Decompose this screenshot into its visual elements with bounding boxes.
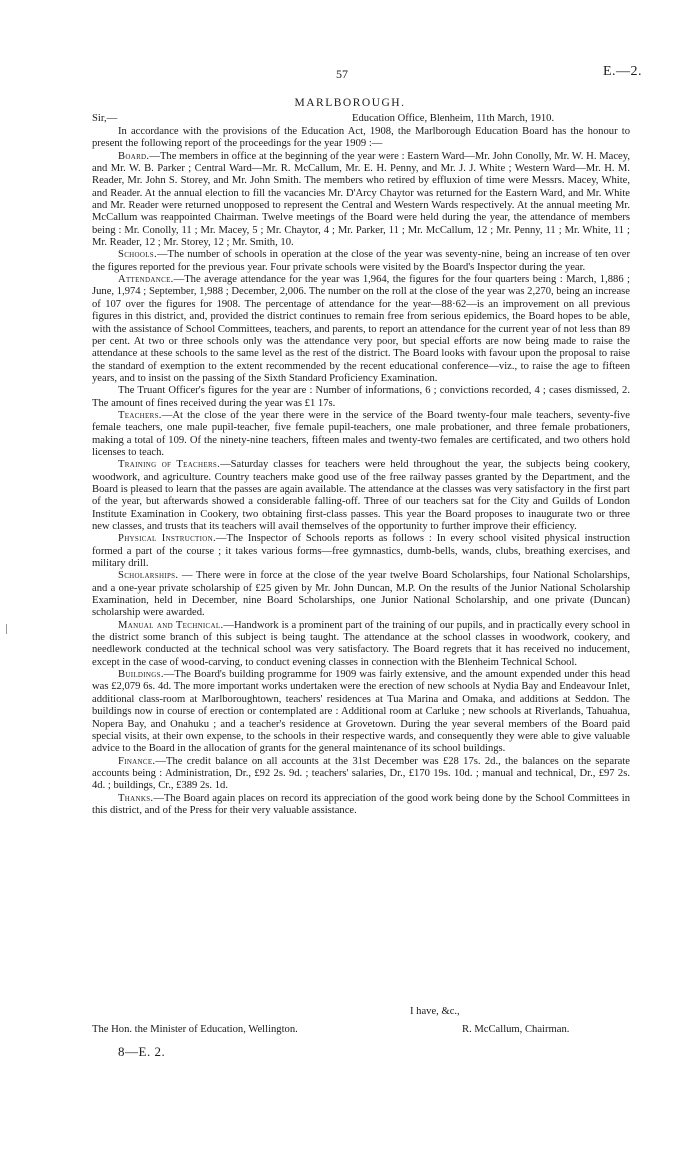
paragraph-heading: Physical Instruction. <box>118 533 216 545</box>
paragraph-manual-and-technical <box>92 620 630 669</box>
closing-line: I have, &c., <box>410 1006 460 1017</box>
addressee: The Hon. the Minister of Education, Wellington. <box>92 1024 298 1035</box>
paragraph-physical-instruction <box>92 533 630 570</box>
paragraph-heading: Schools. <box>118 249 157 261</box>
dateline: Education Office, Blenheim, 11th March, 1910. <box>352 113 555 124</box>
document-reference: E.—2. <box>602 64 642 79</box>
paragraph-text: —At the close of the year there were in the service of the Board twenty-four male teachers, seventy-five female teachers, one male pupil-teacher, five female pupil-teachers, one male probationer, and three female probationers, making a total of 109. Of the ninety-nine teachers, fifteen males and twenty-two females are certificated, and two others hold licenses to teach. <box>92 409 630 458</box>
report-body <box>92 126 630 817</box>
paragraph-buildings <box>92 669 630 755</box>
paragraph-heading: Manual and Technical. <box>118 619 224 631</box>
paragraph-truant-officer <box>92 385 630 410</box>
page-number: 57 <box>336 67 348 81</box>
paragraph-text: —The members in office at the beginning of the year were : Eastern Ward—Mr. John Conolly, Mr. W. H. Macey, and Mr. W. B. Parker ; Central Ward—Mr. R. McCallum, Mr. E. H. Penny, and Mr. J. J. White ; Western Ward—Mr. H. M. Reader, Mr. John S. Storey, and Mr. John Smith. The members who retired by effluxion of time were Messrs. Macey, White, and Reader. At the annual election to fill the vacancies Mr. D'Arcy Chaytor was returned for the Eastern Ward, and Mr. White and Mr. Reader were returned unopposed to represent the Central and Western Wards respectively. At the annual meeting Mr. McCallum was reappointed Chairman. Twelve meetings of the Board were held during the year, the attendance of members being : Mr. Conolly, 11 ; Mr. Macey, 5 ; Mr. Chaytor, 4 ; Mr. Parker, 11 ; Mr. McCallum, 12 ; Mr. Penny, 11 ; Mr. White, 11 ; Mr. Reader, 12 ; Mr. Storey, 12 ; Mr. Smith, 10. <box>92 150 630 249</box>
paragraph-heading: Teachers. <box>118 409 162 421</box>
paragraph-text: In accordance with the provisions of the Education Act, 1908, the Marlborough Education Board has the honour to present the following report of the proceedings for the year 1909 :— <box>92 126 630 150</box>
paragraph-text: —The Inspector of Schools reports as follows : In every school visited physical instruction formed a part of the course ; it takes various forms—free gymnastics, dumb-bells, wands, clubs, breathing exercises, and military drill. <box>92 533 630 570</box>
report-title: MARLBOROUGH. <box>294 97 406 109</box>
signature: R. McCallum, Chairman. <box>462 1024 570 1035</box>
paragraph-text: —Saturday classes for teachers were held throughout the year, the subjects being cookery, woodwork, and agriculture. Country teachers make good use of the free railway passes granted by the Department, and the Board is pleased to learn that the passes are again available. The attendance at the classes was very satisfactory in the first part of the year, but afterwards showed a considerable falling-off. Three of our teachers sat for the City and Guilds of London Institute Examination in Cookery, two obtaining first-class passes. This year the Board proposes to inaugurate two or three new classes, and trusts that its teachers will avail themselves of the opportunity to further improve their efficiency. <box>92 459 630 532</box>
paragraph-heading: Buildings. <box>118 669 164 681</box>
footer-signature-mark: 8—E. 2. <box>118 1044 166 1059</box>
paragraph-text: —The Board's building programme for 1909 was fairly extensive, and the amount expended under this head was £2,079 6s. 4d. The more important works undertaken were the erection of new schools at Nydia Bay and Endeavour Inlet, additional class-room at Marlboroughtown, teachers' residences at Tua Marina and Omaka, and additions at Seddon. The buildings now in course of erection or contemplated are : Additional room at Carluke ; new schools at Riverlands, Tahuahua, Nopera Bay, and Onahuku ; and a teacher's residence at Grovetown. During the year several members of the Board paid special visits, at their own expense, to the schools in their respective wards, and consequently they were able to give valuable advice to the Board in the allocation of grants for the general maintenance of its school buildings. <box>92 669 630 755</box>
paragraph-text: —The Board again places on record its appreciation of the good work being done by the School Committees in this district, and of the Press for their very valuable assistance. <box>92 792 630 816</box>
margin-mark <box>6 624 7 634</box>
paragraph-board <box>92 151 630 250</box>
paragraph-text: — There were in force at the close of the year twelve Board Scholarships, four National Scholarships, and a one-year private scholarship of £25 given by Mr. John Duncan, M.P. On the results of the Junior National Scholarship Examination, held in December, nine Board Scholarships, one Junior National Scholarship, and one private (Duncan) scholarship were awarded. <box>92 570 630 619</box>
paragraph-text: —The credit balance on all accounts at the 31st December was £28 17s. 2d., the balances on the separate accounts being : Administration, Dr., £92 2s. 9d. ; teachers' salaries, Dr., £170 19s. 10d. ; manual and technical, Dr., £97 2s. 4d. ; buildings, Cr., £389 2s. 1d. <box>92 755 630 792</box>
paragraph-thanks <box>92 793 630 818</box>
paragraph-heading: Finance. <box>118 755 156 767</box>
paragraph-heading: Attendance. <box>118 274 174 286</box>
paragraph-text: —The average attendance for the year was 1,964, the figures for the four quarters being : March, 1,886 ; June, 1,974 ; September, 1,988 ; December, 2,006. The number on the roll at the close of the year was 2,270, being an increase of 107 over the figures for 1908. The percentage of attendance for the year—88·62—is an improvement on all previous figures in this district, and, provided the district continues to remain free from serious epidemics, the Board hopes to be able, with the assistance of School Committees, teachers, and parents, to report an attendance for the current year of not less than 89 per cent. At two or three schools only was the attendance very poor, but special efforts are now being made to raise the attendance at these schools to the same level as the rest of the district. The Board looks with favour upon the proposal to raise the standard of exemption to the extent recommended by the recent educational conference—viz., to raise the age to fifteen years, and to insist on the passing of the Sixth Standard Proficiency Examination. <box>92 274 630 384</box>
paragraph-intro <box>92 126 630 151</box>
paragraph-heading: Thanks. <box>118 792 154 804</box>
paragraph-text: —Handwork is a prominent part of the training of our pupils, and in practically every school in the district some branch of this subject is being taught. The attendance at the school classes in woodwork, cookery, and needlework conducted at the technical school was very satisfactory. The Board regrets that it has received no inducement, except in the case of wood-carving, to conduct evening classes in connection with the Blenheim Technical School. <box>92 619 630 668</box>
paragraph-teachers <box>92 410 630 459</box>
paragraph-finance <box>92 756 630 793</box>
paragraph-heading: Training of Teachers. <box>118 459 221 471</box>
salutation: Sir,— <box>92 113 118 124</box>
paragraph-schools <box>92 249 630 274</box>
paragraph-text: The Truant Officer's figures for the year are : Number of informations, 6 ; convictions recorded, 4 ; cases dismissed, 2. The amount of fines received during the year was £1 17s. <box>92 385 630 409</box>
paragraph-attendance <box>92 274 630 385</box>
paragraph-text: —The number of schools in operation at the close of the year was seventy-nine, being an increase of ten over the figures reported for the previous year. Four private schools were visited by the Board's Inspector during the year. <box>92 249 630 273</box>
paragraph-heading: Scholarships. <box>118 570 179 582</box>
paragraph-heading: Board. <box>118 150 150 162</box>
paragraph-scholarships <box>92 570 630 619</box>
paragraph-training-of-teachers <box>92 459 630 533</box>
